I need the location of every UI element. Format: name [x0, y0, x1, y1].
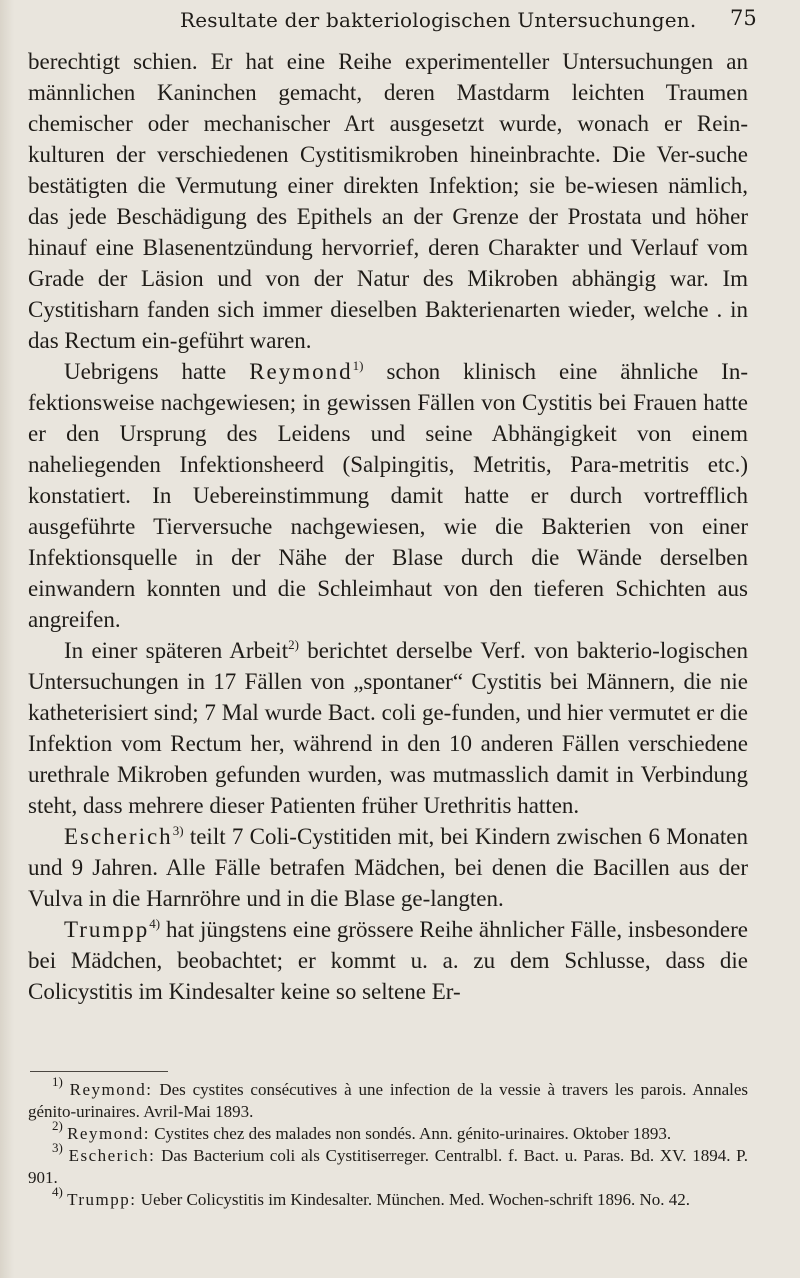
footnote-ref-3: 3): [172, 823, 184, 838]
footnote-3: [28, 1140, 749, 1189]
footnote-2: [28, 1118, 748, 1145]
author-escherich: Escherich: [64, 824, 173, 849]
footnote-4-author: Trumpp:: [67, 1190, 137, 1209]
paragraph-5: [28, 914, 748, 1007]
footnote-1: [28, 1074, 749, 1123]
footnotes: [28, 1074, 749, 1211]
author-reymond: Reymond: [249, 359, 353, 384]
footnote-2-text: Cystites chez des malades non sondés. Ann. génito-urinaires. Oktober 1893.: [154, 1124, 672, 1143]
paragraph-3-intro: In einer späteren Arbeit: [64, 638, 289, 663]
footnote-4-text: Ueber Colicystitis im Kindesalter. München. Med. Wochen-schrift 1896. No. 42.: [140, 1190, 691, 1209]
footnote-divider: [30, 1071, 168, 1072]
footnote-ref-1: 1): [352, 358, 364, 373]
paragraph-4-text: teilt 7 Coli-Cystitiden mit, bei Kindern zwischen 6 Monaten und 9 Jahren. Alle Fälle betrafen Mädchen, bei denen die Bacillen aus der Vulva in die Harnröhre und in die Blase ge-langten.: [28, 824, 748, 911]
footnote-mark-4: 4): [52, 1184, 63, 1199]
footnote-ref-2: 2): [288, 637, 299, 652]
page-edge-shadow: [0, 0, 14, 1278]
footnote-mark-2: 2): [52, 1118, 63, 1133]
footnote-1-text: Des cystites consécutives à une infection de la vessie à travers les parois. Annales génito-urinaires. Avril-Mai 1893.: [28, 1080, 749, 1121]
paragraph-3-text: berichtet derselbe Verf. von bakterio-logischen Untersuchungen in 17 Fällen von „spontaner“ Cystitis bei Männern, die nie katheterisiert sind; 7 Mal wurde Bact. coli ge-funden, und hier vermutet er die Infektion vom Rectum her, während in den 10 anderen Fällen verschiedene urethrale Mikroben gefunden wurden, was mutmasslich damit in Verbindung steht, dass mehrere dieser Patienten früher Urethritis hatten.: [28, 638, 748, 818]
footnote-mark-3: 3): [52, 1140, 63, 1155]
running-title: Resultate der bakteriologischen Untersuchungen.: [180, 8, 697, 32]
footnote-4: [28, 1184, 748, 1211]
paragraph-4: [28, 821, 748, 914]
footnote-ref-4: 4): [149, 916, 161, 931]
footnote-3-author: Escherich:: [68, 1146, 156, 1165]
author-trumpp: Trumpp: [64, 917, 150, 942]
page-header: [0, 4, 800, 34]
footnote-3-text: Das Bacterium coli als Cystitiserreger. Centralbl. f. Bact. u. Paras. Bd. XV. 1894. P. 901.: [28, 1146, 749, 1187]
footnote-1-author: Reymond:: [69, 1080, 153, 1099]
paragraph-1: berechtigt schien. Er hat eine Reihe experimenteller Untersuchungen an männlichen Kaninchen gemacht, deren Mastdarm leichten Traumen chemischer oder mechanischer Art ausgesetzt wurde, wonach er Rein-kulturen der verschiedenen Cystitismikroben hineinbrachte. Die Ver-suche bestätigten die Vermutung einer direkten Infektion; sie be-wiesen nämlich, das jede Beschädigung des Epithels an der Grenze der Prostata und höher hinauf eine Blasenentzündung hervorrief, deren Charakter und Verlauf vom Grade der Läsion und von der Natur des Mikroben abhängig war. Im Cystitisharn fanden sich immer dieselben Bakterienarten wieder, welche . in das Rectum ein-geführt waren.: [28, 49, 748, 353]
paragraph-3: [28, 635, 748, 821]
paragraph-2: [28, 356, 748, 635]
paragraph-5-text: hat jüngstens eine grössere Reihe ähnlicher Fälle, insbesondere bei Mädchen, beobachtet; er kommt u. a. zu dem Schlusse, dass die Colicystitis im Kindesalter keine so seltene Er-: [28, 917, 749, 1004]
paragraph-2-intro: Uebrigens hatte: [64, 359, 227, 384]
footnote-2-author: Reymond:: [67, 1124, 150, 1143]
page-number: 75: [730, 6, 757, 30]
footnote-mark-1: 1): [52, 1074, 63, 1089]
paragraph-2-text: schon klinisch eine ähnliche In-fektionsweise nachgewiesen; in gewissen Fällen von Cystitis bei Frauen hatte er den Ursprung des Leidens und seine Abhängigkeit von einem naheliegenden Infektionsheerd (Salpingitis, Metritis, Para-metritis etc.) konstatiert. In Uebereinstimmung damit hatte er durch vortrefflich ausgeführte Tierversuche nachgewiesen, wie die Bakterien von einer Infektionsquelle in der Nähe der Blase durch die Wände derselben einwandern konnten und die Schleimhaut von den tieferen Schichten aus angreifen.: [28, 359, 748, 632]
body-text: [28, 46, 748, 1007]
